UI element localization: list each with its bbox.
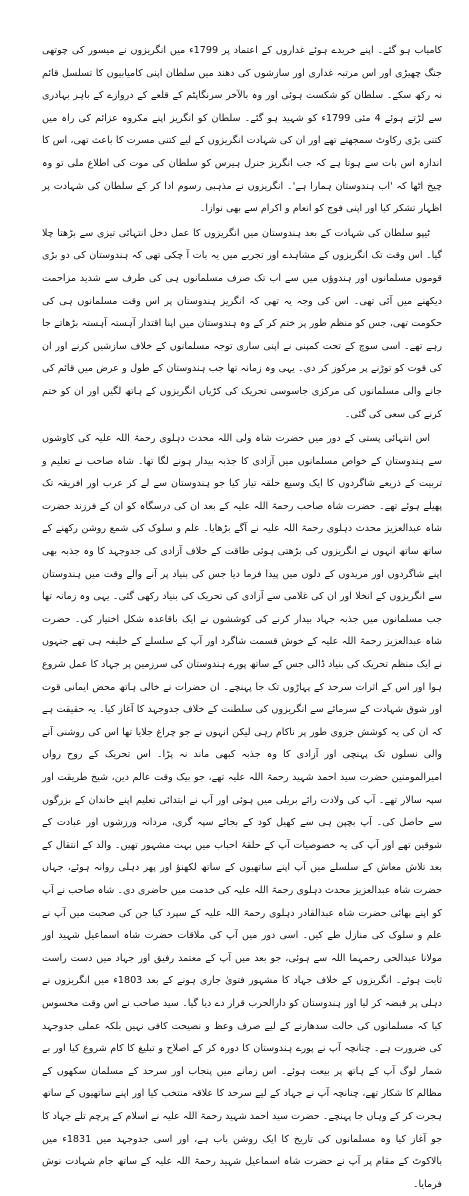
paragraph-1: کامیاب ہو گئے۔ اپنے خریدے ہوئے غداروں کے اعتماد پر 1799ء میں انگریزوں نے میسور کی چوتھی جنگ چھیڑی اور اس مرتبہ غداری اور سازشوں کی دھند میں سلطان اپنی کامیابیوں کا تسلسل قائم نہ رکھ سکے۔ سلطان کو شکست ہوئی اور وہ بالآخر سرنگاپٹم کے قلعے کے دروازے کے باہر بہادری سے لڑتے ہوئے 4 مئی 1799ء کو شہید ہو گئے۔ سلطان کو انگریز اپنے مکروہ عزائم کی راہ میں کتنی بڑی رکاوٹ سمجھتے تھے اور ان کی شہادت انگریزوں کے لیے کتنی مسرت کا باعث تھی، اس کا اندازہ اس بات سے ہوتا ہے کہ جب انگریز جنرل ہیرس کو سلطان کی موت کی اطلاع ملی تو وہ چیخ اٹھا کہ 'اب ہندوستان ہمارا ہے'۔ انگریزوں نے مذہبی رسوم ادا کر کے سلطان کی شہادت پر اظہار تشکر کیا اور اپنی فوج کو انعام و اکرام سے بھی نوازا۔ [42, 45, 442, 215]
paragraph-2: ٹیپو سلطان کی شہادت کے بعد ہندوستان میں انگریزوں کا عمل دخل انتہائی تیزی سے بڑھتا چلا گیا۔ اس وقت تک انگریزوں کے مشاہدے اور تجربے میں یہ بات آ چکی تھی کہ ہندوستان کی دو بڑی قوموں مسلمانوں اور ہندوؤں میں سے اب تک صرف مسلمانوں ہی کی طرف سے شدید مزاحمت دیکھنے میں آئی تھی۔ اس کی وجہ یہ تھی کہ انگریز ہندوستان پر اس وقت مسلمانوں ہی کی حکومت تھی، جس کو منظم طور پر ختم کر کے وہ ہندوستان میں اپنا اقتدار آہستہ آہستہ بڑھاتے جا رہے تھے۔ اسی سوچ کے تحت کمپنی نے اپنی ساری توجہ مسلمانوں کے خلاف سازشیں کرنے اور ان کی قوت کو توڑنے پر مرکوز کر دی۔ یہی وہ زمانہ تھا جب ہندوستان کے طول و عرض میں قائم کی جانے والی مسلمانوں کی مرکزی جاسوسی تحریک کی کڑیاں انگریزوں کے ہاتھ لگیں اور ان کو ختم کرنے کی سعی کی گئی۔ [42, 227, 442, 420]
paragraph-3: اس انتہائی پستی کے دور میں حضرت شاہ ولی اللہ محدث دہلوی رحمۃ اللہ علیہ کی کاوشوں سے ہندوستان کے خواص مسلمانوں میں آزادی کا جذبہ بیدار ہونے لگا تھا۔ شاہ صاحب نے تعلیم و تربیت کے ذریعے شاگردوں کا ایک وسیع حلقہ تیار کیا جو ہندوستان سے لے کر عرب اور افریقہ تک پھیلے ہوئے تھے۔ حضرت شاہ صاحب رحمۃ اللہ علیہ کے بعد ان کی درسگاہ کو ان کے فرزند حضرت شاہ عبدالعزیز محدث دہلوی رحمۃ اللہ علیہ نے آگے بڑھایا۔ علم و سلوک کی شمع روشن رکھنے کے ساتھ ساتھ انہوں نے انگریزوں کی بڑھتی ہوئی طاقت کے خلاف آزادی کی جدوجہد کا وہ جذبہ بھی اپنے شاگردوں اور مریدوں کے دلوں میں پیدا فرما دیا جس کی بنیاد پر آنے والے وقت میں ہندوستان سے انگریزوں کے انخلا اور ان کی غلامی سے آزادی کی تحریک کی بنیاد رکھی گئی۔ یہی وہ زمانہ تھا جب مسلمانوں میں جذبہ جہاد بیدار کرنے کی کوششوں نے ایک باقاعدہ شکل اختیار کی۔ حضرت شاہ عبدالعزیز رحمۃ اللہ علیہ کے خوش قسمت شاگرد اور آپ کے سلسلے کے خلیفہ ہی تھے جنہوں نے ایک منظم تحریک کی بنیاد ڈالی جس کے ساتھ پورے ہندوستان کی سرزمین پر جہاد کا عمل شروع ہوا اور اس کے اثرات سرحد کے پہاڑوں تک جا پہنچے۔ ان حضرات نے خالی ہاتھ محض ایمانی قوت اور شوق شہادت کے سرمائے سے انگریزوں کی سلطنت کے خلاف جدوجہد کا آغاز کیا۔ یہ حقیقت ہے کہ ان کی یہ کوشش جزوی طور پر ناکام رہی لیکن انہوں نے جو چراغ جلایا تھا اس کی روشنی آنے والی نسلوں تک پہنچی اور آزادی کا وہ جذبہ کبھی ماند نہ پڑا۔ اس تحریک کے روح رواں امیرالمومنین حضرت سید احمد شہید رحمۃ اللہ علیہ تھے، جو بیک وقت عالم دین، شیخ طریقت اور سپہ سالار تھے۔ آپ کی ولادت رائے بریلی میں ہوئی اور آپ نے ابتدائی تعلیم اپنے خاندان کے بزرگوں سے حاصل کی۔ آپ بچپن ہی سے کھیل کود کے بجائے سپہ گری، مردانہ ورزشوں اور عبادت کے شوقین تھے اور آپ کی یہ خصوصیات آپ کے حلقۂ احباب میں بہت مشہور تھیں۔ والد کے انتقال کے بعد تلاش معاش کے سلسلے میں آپ اپنے ساتھیوں کے ساتھ لکھنؤ اور پھر دہلی روانہ ہوئے، جہاں حضرت شاہ عبدالعزیز محدث دہلوی رحمۃ اللہ علیہ کی خدمت میں حاضری دی۔ شاہ صاحب نے آپ کو اپنے بھائی حضرت شاہ عبدالقادر دہلوی رحمۃ اللہ علیہ کے سپرد کیا جن کی صحبت میں آپ نے علم و سلوک کی منازل طے کیں۔ اسی دور میں آپ کی ملاقات حضرت شاہ اسماعیل شہید اور مولانا عبدالحی رحمہما اللہ سے ہوئی، جو بعد میں آپ کے معتمد رفیق اور جہاد میں دست راست ثابت ہوئے۔ انگریزوں کے خلاف جہاد کا مشہور فتویٰ جاری ہونے کے بعد 1803ء میں انگریزوں نے دہلی پر قبضہ کر لیا اور ہندوستان کو دارالحرب قرار دے دیا گیا۔ سید صاحب نے اس وقت محسوس کیا کہ مسلمانوں کی حالت سدھارنے کے لیے صرف وعظ و نصیحت کافی نہیں بلکہ عملی جدوجہد کی ضرورت ہے۔ چنانچہ آپ نے پورے ہندوستان کا دورہ کر کے اصلاح و تبلیغ کا کام شروع کیا اور بے شمار لوگ آپ کے ہاتھ پر بیعت ہوئے۔ اس زمانے میں پنجاب اور سرحد کے مسلمان سکھوں کے مظالم کا شکار تھے، چنانچہ آپ نے جہاد کے لیے سرحد کا علاقہ منتخب کیا اور اپنے ساتھیوں کے ساتھ ہجرت کر کے وہاں جا پہنچے۔ حضرت سید احمد شہید رحمۃ اللہ علیہ نے اسلام کے پرچم تلے جہاد کا جو آغاز کیا وہ مسلمانوں کی تاریخ کا ایک روشن باب ہے، اور اسی جدوجہد میں 1831ء میں بالاکوٹ کے مقام پر آپ نے حضرت شاہ اسماعیل شہید رحمۃ اللہ علیہ کے ساتھ جام شہادت نوش فرمایا۔ [42, 433, 443, 1190]
document-page [42, 40, 442, 1196]
